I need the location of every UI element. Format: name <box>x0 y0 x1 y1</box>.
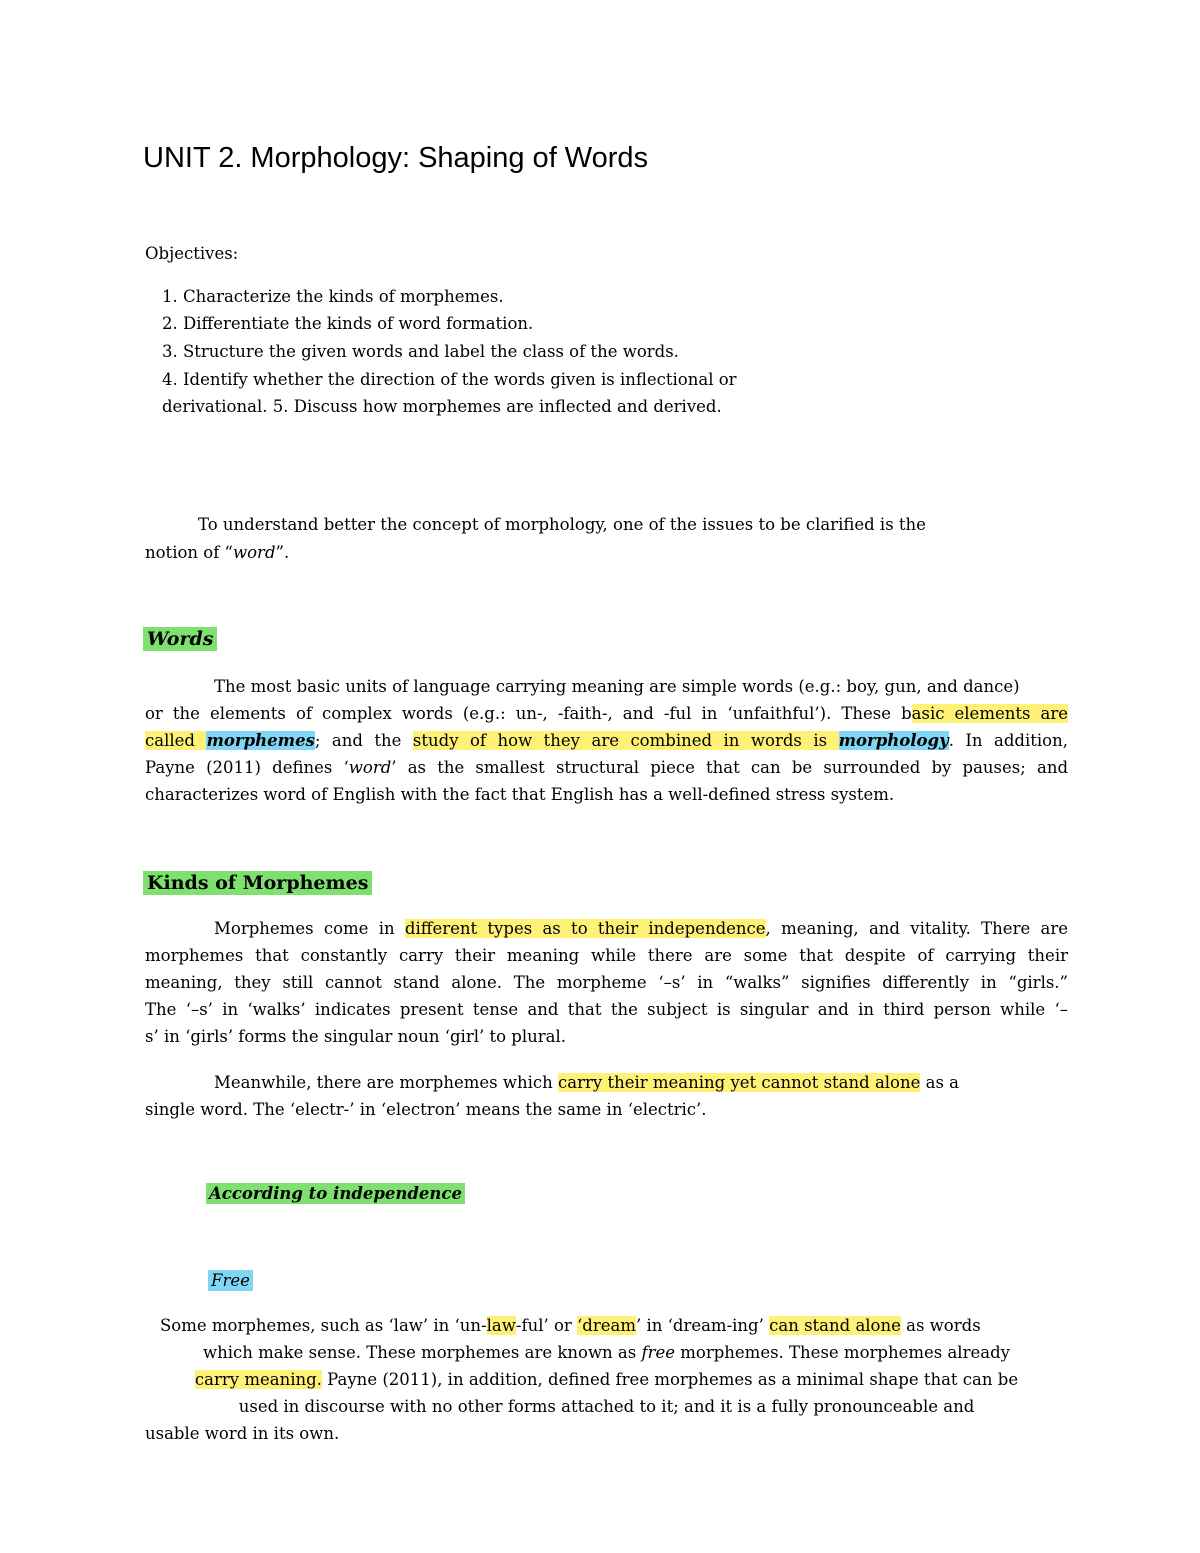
para-text: as a <box>920 1073 960 1092</box>
para-text: as words <box>900 1316 981 1335</box>
para-text: which make sense. These morphemes are known as <box>203 1343 642 1362</box>
words-para-line: characterizes word of English with the fact that English has a well-defined stress system. <box>145 785 895 804</box>
intro-text: ”. <box>275 543 290 562</box>
words-para-line: The most basic units of language carrying meaning are simple words (e.g.: boy, gun, and dance) <box>214 677 1020 696</box>
free-term: free <box>641 1343 676 1362</box>
free-para-line <box>145 1343 1068 1362</box>
para-text: morphemes. These morphemes already <box>675 1343 1010 1362</box>
free-para-line <box>160 1316 981 1335</box>
kinds-para-line: meaning, they still cannot stand alone. The morpheme ‘–s’ in “walks” signifies differently in “girls.” <box>145 973 1068 992</box>
highlight-text: ‘dream <box>577 1316 636 1335</box>
highlight-text: carry meaning. <box>194 1370 322 1389</box>
words-para-line <box>145 758 1068 777</box>
para-text: Some morphemes, such as ‘law’ in ‘un- <box>160 1316 487 1335</box>
term-morphology: morphology <box>838 731 949 750</box>
highlight-text: can stand alone <box>769 1316 901 1335</box>
kinds-para-line <box>214 919 1068 938</box>
objective-item: 3. Structure the given words and label the class of the words. <box>162 342 679 361</box>
page-title: UNIT 2. Morphology: Shaping of Words <box>143 142 649 174</box>
objective-item: 4. Identify whether the direction of the words given is inflectional or <box>162 370 737 389</box>
kinds-heading <box>143 872 372 894</box>
highlight-text: study of how they are combined in words is <box>412 731 839 750</box>
free-para-line: usable word in its own. <box>145 1424 340 1443</box>
kinds-para2-line <box>214 1073 959 1092</box>
objective-item: derivational. 5. Discuss how morphemes are inflected and derived. <box>162 397 722 416</box>
para-text: -ful’ or <box>515 1316 578 1335</box>
kinds-para2-line: single word. The ‘electr-’ in ‘electron’ means the same in ‘electric’. <box>145 1100 707 1119</box>
para-text: ; and the <box>314 731 413 750</box>
highlight-text: law <box>486 1316 516 1335</box>
intro-line: To understand better the concept of morphology, one of the issues to be clarified is the <box>198 515 926 534</box>
words-heading-label: Words <box>143 627 217 651</box>
objective-item: 2. Differentiate the kinds of word formation. <box>162 314 534 333</box>
words-para-line <box>145 704 1068 723</box>
kinds-para-line: s’ in ‘girls’ forms the singular noun ‘girl’ to plural. <box>145 1027 566 1046</box>
words-heading <box>143 628 217 650</box>
intro-text: notion of “ <box>145 543 233 562</box>
para-text: , meaning, and vitality. There are <box>765 919 1068 938</box>
para-text: ’ in ‘dream-ing’ <box>636 1316 770 1335</box>
intro-word-term: word <box>233 543 276 562</box>
highlight-text: called <box>145 731 207 750</box>
highlight-text: asic elements are <box>911 704 1068 723</box>
independence-heading-label: According to independence <box>206 1183 465 1204</box>
objectives-label: Objectives: <box>145 244 239 263</box>
words-para-line <box>145 731 1068 750</box>
free-heading <box>208 1271 253 1291</box>
highlight-text: different types as to their independence <box>404 919 766 938</box>
para-text: Payne (2011) defines ‘ <box>145 758 349 777</box>
highlight-text: carry their meaning yet cannot stand alone <box>558 1073 921 1092</box>
independence-heading <box>206 1184 465 1204</box>
para-text: ’ as the smallest structural piece that can be surrounded by pauses; and <box>391 758 1069 777</box>
word-term: word <box>348 758 392 777</box>
free-para-line <box>145 1370 1068 1389</box>
intro-line <box>145 543 289 562</box>
free-heading-label: Free <box>208 1270 253 1291</box>
kinds-heading-label: Kinds of Morphemes <box>143 871 372 895</box>
para-text: Payne (2011), in addition, defined free morphemes as a minimal shape that can be <box>321 1370 1019 1389</box>
kinds-para-line: The ‘–s’ in ‘walks’ indicates present tense and that the subject is singular and in third person while ‘– <box>145 1000 1068 1019</box>
para-text: Morphemes come in <box>214 919 405 938</box>
kinds-para-line: morphemes that constantly carry their meaning while there are some that despite of carrying their <box>145 946 1068 965</box>
free-para-line: used in discourse with no other forms attached to it; and it is a fully pronounceable and <box>238 1397 975 1416</box>
term-morphemes: morphemes <box>206 731 315 750</box>
para-text: or the elements of complex words (e.g.: un-, -faith-, and -ful in ‘unfaithful’). These b <box>145 704 912 723</box>
objective-item: 1. Characterize the kinds of morphemes. <box>162 287 504 306</box>
para-text: . In addition, <box>948 731 1068 750</box>
para-text: Meanwhile, there are morphemes which <box>214 1073 559 1092</box>
